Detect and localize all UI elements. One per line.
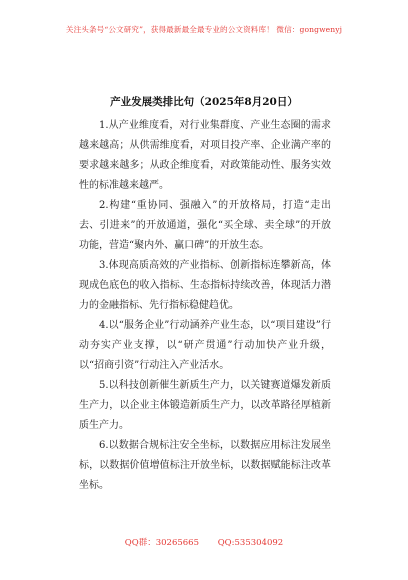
footer-contact — [0, 536, 408, 548]
footer-qq-group: QQ群：30265665 — [124, 538, 199, 548]
paragraph-1: 1.从产业维度看，对行业集群度、产业生态圈的需求越来越高；从供需维度看，对项目投产率、企业满产率的要求越来越多；从政企维度看，对政策能动性、服务实效性的标准越来越严。 — [79, 120, 331, 191]
footer-qq: QQ:535304092 — [217, 538, 284, 548]
paragraph-2: 2.构建“重协同、强融入”的开放格局，打造“走出去、引进来”的开放通道，强化“买全球、卖全球”的开放功能，营造“聚内外、赢口碑”的开放生态。 — [79, 200, 331, 251]
paragraph-3: 3.体现高质高效的产业指标、创新指标连攀新高，体现成色底色的收入指标、生态指标持续改善，体现活力潜力的金融指标、先行指标稳健趋优。 — [79, 260, 331, 311]
header-banner: 关注头条号“公文研究”，获得最新最全最专业的公文资料库！ 微信：gongwenyj — [65, 25, 343, 34]
document-body — [79, 116, 331, 496]
paragraph-6: 6.以数据合规标注安全坐标，以数据应用标注发展坐标，以数据价值增值标注开放坐标，以数据赋能标注改革坐标。 — [79, 440, 331, 491]
page-title: 产业发展类排比句（2025年8月20日） — [110, 96, 298, 108]
paragraph-4: 4.以“服务企业”行动涵养产业生态，以“项目建设”行动夯实产业支撑，以“研产贯通”行动加快产业升级，以“招商引资”行动注入产业活水。 — [79, 320, 331, 371]
paragraph-5: 5.以科技创新催生新质生产力，以关键赛道爆发新质生产力，以企业主体锻造新质生产力，以改革路径厚植新质生产力。 — [79, 380, 331, 431]
